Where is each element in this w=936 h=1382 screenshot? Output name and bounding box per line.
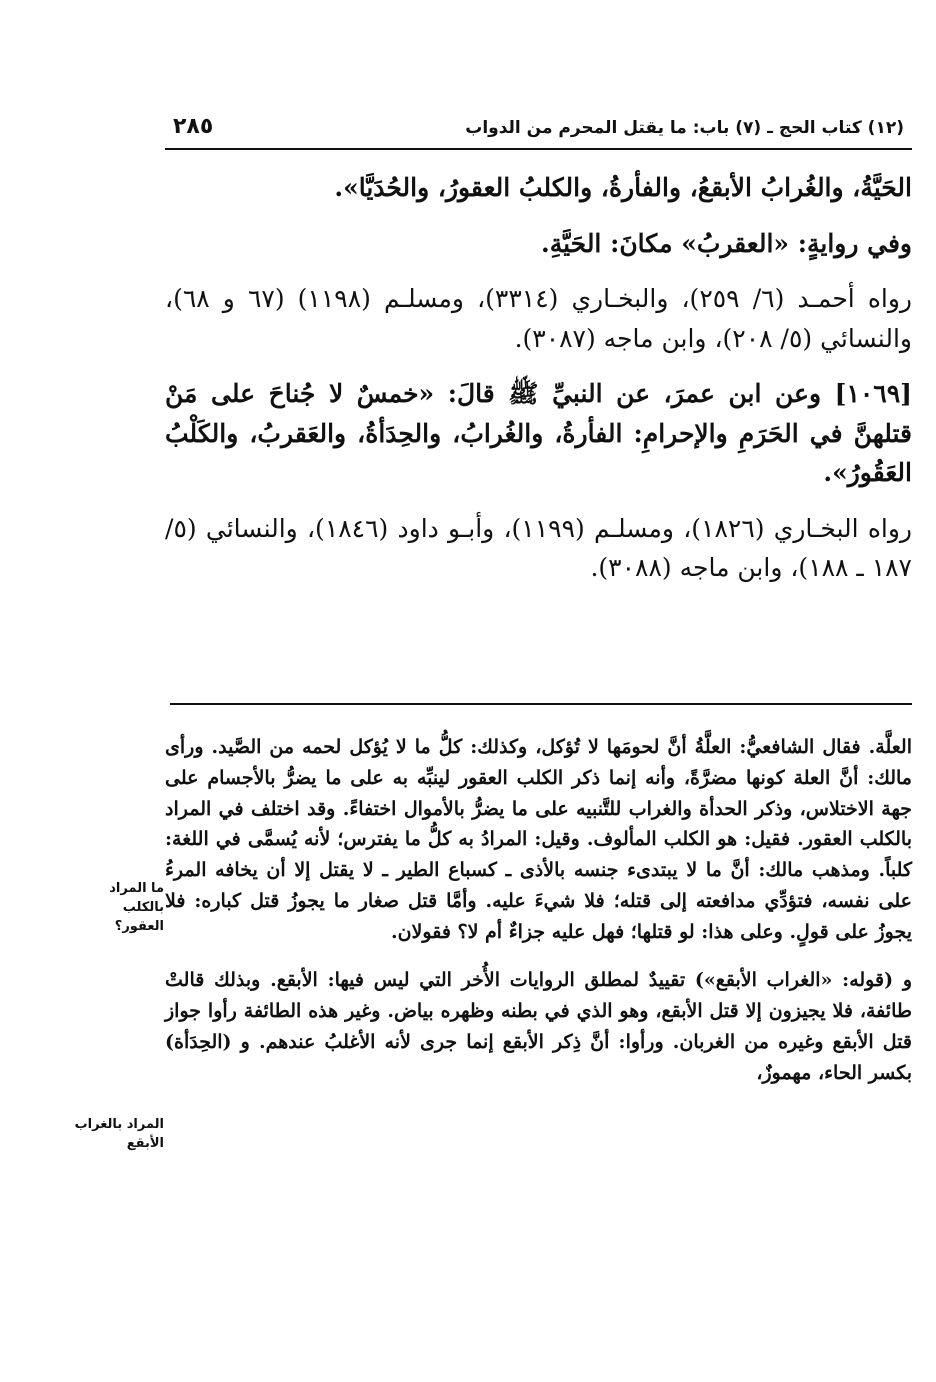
commentary-paragraph: و (قوله: «الغراب الأبقع») تقييدٌ لمطلق الروايات الأُخر التي ليس فيها: الأبقع. وبذلك قالتْ طائفة، فلا يجيزون إلا قتل الأبقع، وهو الذي في بطنه وظهره بياض. وغير هذه الطائفة رأوا جواز قتل الأبقع وغيره من الغربان. ورأوا: أنَّ ذِكر الأبقع إنما جرى لأنه الأغلبُ عندهم. و (الحِدَأة) بكسر الحاء، مهموزٌ، [165, 969, 912, 1084]
footnote-divider [170, 703, 912, 705]
hadith-1069: [١٠٦٩] وعن ابن عمرَ، عن النبيِّ ﷺ قالَ: «خمسٌ لا جُناحَ على مَنْ قتلهنَّ في الحَرَمِ والإحرامِ: الفأرةُ، والغُرابُ، والحِدَأةُ، والعَقربُ، والكَلْبُ العَقُورُ». [165, 379, 912, 487]
main-text [165, 168, 912, 604]
variant-narration: وفي روايةٍ: «العقربُ» مكانَ: الحَيَّةِ. [541, 228, 912, 258]
hadith-text-continuation: الحَيَّةُ، والغُرابُ الأبقعُ، والفأرةُ، والكلبُ العقورُ، والحُدَيَّا». [334, 173, 912, 202]
commentary-section [165, 732, 912, 1106]
margin-note-pied-crow: المراد بالغراب الأبقع [74, 1117, 164, 1151]
page-header [165, 112, 912, 150]
hadith-sources: رواه أحمـد (٦/ ٢٥٩)، والبخـاري (٣٣١٤)، ومسلـم (١١٩٨) (٦٧ و ٦٨)، والنسائي (٥/ ٢٠٨)، وابن ماجه (٣٠٨٧). [165, 284, 913, 353]
commentary-paragraph: العلَّة. فقال الشافعيُّ: العلَّةُ أنَّ لحومَها لا تُؤكل، وكذلك: كلُّ ما لا يُؤكل لحمه من الصَّيد. ورأى مالك: أنَّ العلة كونها مضرَّةً، وأنه إنما ذكر الكلب العقور لينبِّه به على ما يضرُّ بالأجسام على جهة الاختلاس، وذكر الحدأة والغراب للتَّنبيه على ما يضرُّ بالأموال اختفاءً. وقد اختلف في المراد بالكلب العقور. فقيل: هو الكلب المألوف. وقيل: المرادُ به كلُّ ما يفترس؛ لأنه يُسمَّى في اللغة: كلباً. ومذهب مالك: أنَّ ما لا يبتدىء جنسه بالأذى ـ كسباع الطير ـ لا يقتل إلا أن يخافه المرءُ على نفسه، فتؤدِّي مدافعته إلى قتله؛ فلا شيءَ عليه. وأمَّا قتل صغار ما يجوزُ قتل كباره: فلا يجوزُ على قولٍ. وعلى هذا: لو قتلها؛ فهل عليه جزاءٌ أم لا؟ فقولان. [165, 736, 912, 943]
page-number: ٢٨٥ [173, 114, 214, 139]
margin-note-rabid-dog: ما المراد بالكلب العقور؟ [109, 881, 164, 934]
running-title: (١٢) كتاب الحج ـ (٧) باب: ما يقتل المحرم من الدواب [465, 118, 904, 138]
hadith-1069-sources: رواه البخـاري (١٨٢٦)، ومسلـم (١١٩٩)، وأبـو داود (١٨٤٦)، والنسائي (٥/ ١٨٧ ـ ١٨٨)، وابن ماجه (٣٠٨٨). [165, 513, 913, 582]
